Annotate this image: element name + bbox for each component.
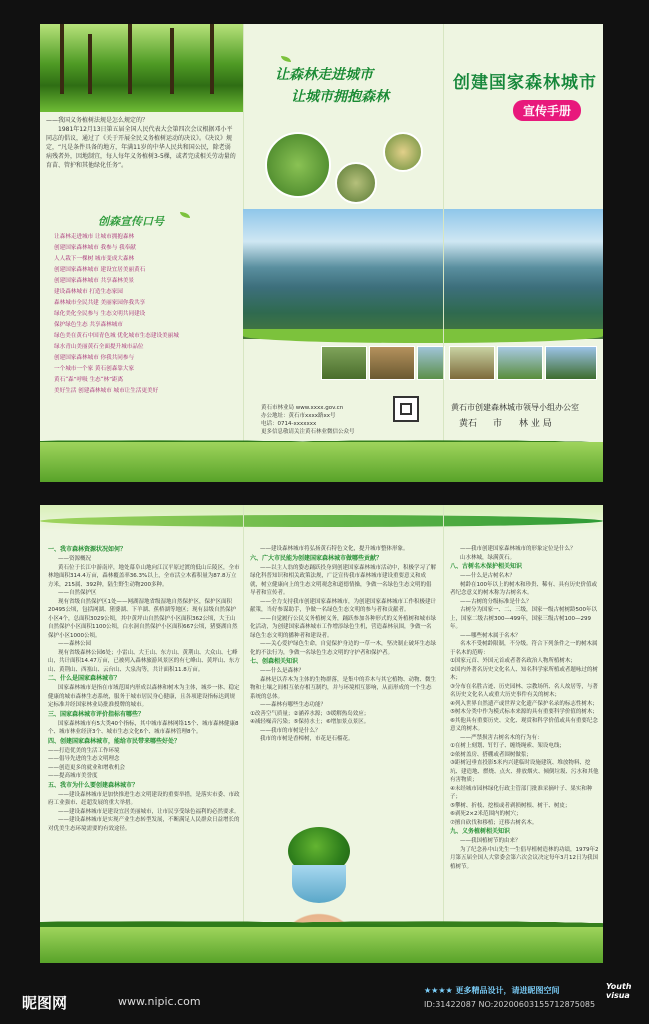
slogan-title: 创森宣传口号 [98, 215, 164, 228]
slogan-item: 绿化美化全民参与 生态文明共同建设 [54, 311, 146, 317]
slogan-item: 绿水青山美丽黄石全面提升城市品位 [54, 344, 144, 350]
body-line: ④列入世界自然遗产或世界文化遗产保护名录的标志性树木； [450, 700, 598, 707]
contact-line: 更多信息敬请关注黄石林业微信公众号 [261, 429, 355, 435]
section-heading: 九、义务植树相关知识 [450, 828, 511, 835]
body-paragraph: 森林是以乔木为主体的生物群落，是集中的乔木与其它植物、动物、微生物和土壤之间相互依存相互制约，并与环境相互影响，从而形成的一个生态系统的总体。 [250, 676, 437, 700]
body-paragraph: ——以主人翁的姿态踊跃投身到创建国家森林城市活动中，积极学习了解绿化科普知识和相关政策法规，广泛宣传我市森林城市建设重要意义和成就，树立健康向上的生态文明观念和道德情操，争做一名绿色生态文明的倡导者和宣传者。 [250, 564, 437, 596]
slogan-item: 美好生活 创建森林城市 城市让生活更美好 [54, 388, 159, 394]
thumb-photo [545, 346, 597, 380]
slogan-item: 人人栽下一棵树 城市变成大森林 [54, 256, 135, 262]
body-line: ⑤攀树、折枝、挖根或者剥损树根、树干、树皮； [450, 802, 571, 809]
body-paragraph: 树龄在100年以上的树木和珍贵、稀有、具有历史价值或者纪念意义的树木称为古树名木。 [450, 581, 597, 596]
contact-line: 办公地址：黄石市xxxx路xx号 [261, 413, 336, 419]
slogan-item: 黄石“森”呼吸 生态“林”距离 [54, 377, 124, 383]
body-paragraph: 古树分为国家一、二、三级，国家一级古树树龄500年以上，国家二级古树300—499年，国家三级古树100—299年。 [450, 607, 597, 630]
inside-col-middle [250, 545, 436, 744]
thumb-photo [321, 346, 367, 380]
section-heading: 八、古树名木保护相关知识 [450, 563, 523, 570]
body-line: ②国内外著名历史文化名人、知名科学家所植或者题咏过的树木； [450, 666, 598, 681]
org-forestry-prefix: 黄石 [459, 419, 478, 429]
body-paragraph: ——建设森林城市是实现产业生态转型发展，不断满足人民群众日益增长的对优美生态环境需要的有效途径。 [48, 817, 240, 832]
body-paragraph: 国家森林城市有5大类40个指标，其中城市森林网络15个、城市森林健康8个、城市林业经济3个、城市生态文化6个、城市森林管理8个。 [48, 720, 239, 735]
body-line: ——倡导先进的生态文明理念 [48, 756, 120, 762]
body-paragraph: ——我市的市树是什么？ [260, 727, 321, 734]
brand-mark: Youth visua [606, 982, 632, 1000]
slogan-item: 创建国家森林城市 我参与 我奉献 [54, 245, 136, 251]
body-line: ④未经城市园林绿化行政主管部门批准采摘叶子、果实和种子； [450, 785, 593, 800]
section-heading: 三、国家森林城市评价指标有哪些？ [48, 710, 145, 718]
intro-question: ——我国义务植树法规是怎么规定的？ [46, 117, 149, 124]
cover-title: 创建国家森林城市 [453, 73, 597, 93]
body-line: ⑥剥死2×2米范围内的树穴； [450, 811, 522, 817]
body-line: ①改善空气质量；②涵养水源；③缓解热岛效应； [250, 710, 370, 717]
body-paragraph: ——我国植树节的由来？ [460, 838, 521, 844]
slogan-item: 建设森林城市 打造生态家园 [54, 289, 123, 295]
people-photo [335, 162, 377, 204]
slogan-list [54, 232, 239, 397]
org-forestry-mid: 市 [493, 419, 503, 429]
body-paragraph: 国家森林城市是指在市域范围内形成以森林和树木为主体，城乡一体、稳定健康的城市森林生态系统，服务于城市居民身心健康，且各项建设指标达到规定标准并经国家林业局批准授牌的城市。 [48, 685, 240, 708]
park-photo [265, 132, 331, 198]
section-heading: 二、什么是国家森林城市？ [48, 675, 121, 682]
grass-footer [40, 442, 603, 482]
intro-block [46, 116, 236, 170]
body-paragraph: ——什么是森林？ [260, 668, 305, 674]
body-line: ③距树冠垂直投影5米内兴建临时设施建筑、堆放物料、挖坑、建造地、燃烧、点火、排放烟火、倾倒垃圾、污水和其他有害物质； [450, 760, 599, 783]
slogan-item: 绿色美在黄石中国青色城 优化城市生态建设美丽城 [54, 333, 179, 339]
leaf-icon [180, 212, 190, 218]
org-forestry: 林 业 局 [519, 419, 552, 429]
body-line: ③分布在名胜古迹、历史园林、宗教场所、名人故居等，与著名历史文化名人或重大历史事件有关的树木； [450, 683, 598, 698]
contact-line: 黄石市林业局 www.xxxx.gov.cn [261, 405, 344, 411]
forest-photo [40, 24, 243, 112]
slogan-item: 创建国家森林城市 建设宜居美丽黄石 [54, 267, 146, 273]
front-panel-left [40, 24, 243, 482]
city-bowl-illustration [292, 865, 346, 903]
body-paragraph: 山水林城，绿满黄石。 [460, 554, 516, 561]
section-heading: 五、我市为什么要创建森林城市？ [48, 781, 139, 789]
inside-col-right [450, 545, 600, 871]
runners-photo [383, 132, 423, 172]
qr-code[interactable] [393, 396, 419, 422]
inside-col-left [48, 545, 240, 833]
body-paragraph: ——什么是古树名木？ [460, 573, 516, 579]
body-line: ⑦擅自砍伐和移植；迁移古树名木。 [450, 819, 538, 826]
section-heading: 四、创建国家森林城市，能给市民带来哪些好处？ [48, 737, 181, 745]
leaf-icon [281, 56, 291, 62]
body-paragraph: ——森林有哪些生态功能？ [260, 702, 327, 708]
body-paragraph: ——自然保护区 [58, 590, 97, 596]
body-paragraph: ——关心爱护绿色生命，自觉保护身边的一草一木，坚决制止破坏生态绿化的不法行为，争做一名绿色生态文明的守护者和保护者。 [250, 641, 437, 656]
body-paragraph: 为了纪念孙中山先生一生倡导植树造林的功绩，1979年2月第五届全国人大常委会第六次会议决定每年3月12日为我国植树节。 [450, 846, 599, 870]
thumb-photo [417, 346, 445, 380]
body-paragraph: ——建设森林城市是建设宜居美丽城市，让市民享受绿色福利的必然要求。 [58, 808, 240, 815]
body-line: ——提高城市美誉度 [48, 773, 98, 779]
body-paragraph: ——我市创建国家森林城市的形象定位是什么？ [460, 546, 576, 552]
brochure-inside [40, 505, 603, 963]
body-paragraph: ——森林公园 [58, 641, 92, 647]
body-line: ——打造优美的生活工作环境 [48, 747, 120, 754]
watermark-slogan: ★★★★ 更多精品设计，请进昵图空间 [424, 986, 560, 995]
contact-info [261, 404, 355, 436]
site-logo[interactable]: 昵图网 [22, 994, 68, 1012]
front-panel-right [443, 24, 603, 482]
body-line: ④减轻噪音污染；⑤保持水土；⑥增加景点景区。 [250, 719, 370, 725]
body-paragraph: ——哪些树木属于名木？ [460, 632, 521, 639]
body-paragraph: 黄石位于长江中游南岸，地处幕阜山地向江汉平原过渡的低山丘陵区，全市林地面积314.4万亩，森林覆盖率36.3%以上，全市活立木蓄积量为87.8万立方米，215属、392种，陆生野生动物200多种。 [48, 564, 240, 588]
body-line: ⑥其他具有重要历史、文化、观赏和科学价值或具有重要纪念意义的树木。 [450, 717, 598, 732]
body-line: ②依树盖房、搭棚或者围树做浆； [450, 751, 532, 758]
body-paragraph: 现有省级森林公园6处；小雷山、大王山、东方山、黄荆山、大众山、七峰山，共计面积14.47万亩，已被列入森林旅游风景区的有七峰山、黄坪山、东方山、黄荆山、西塞山、云台山、大泉沟等，共计面积11.8万亩。 [48, 649, 240, 673]
body-paragraph: ——全力支持我市创建国家森林城市，为创建国家森林城市工作积极建计献策，当好参谋助手，争做一名绿色生态文明的参与者和贡献者。 [250, 598, 437, 613]
thumb-photo [497, 346, 543, 380]
body-paragraph: ——古树的分级标准是什么？ [460, 598, 532, 605]
slogan-item: 一个城市一个家 黄石创森靠大家 [54, 366, 135, 372]
brochure-front [40, 24, 603, 482]
cover-subtitle: 宣传手册 [513, 100, 581, 121]
thumb-photo [449, 346, 495, 380]
body-paragraph: 名木不受树龄限制，不分级。符合下列条件之一的树木属于名木的范畴： [450, 641, 598, 656]
grass-footer [40, 927, 603, 963]
thumb-photo [369, 346, 415, 380]
intro-text: 1981年12月13日第五届全国人民代表大会第四次会议根据邓小平同志的倡议，通过了《关于开展全民义务植树运动的决议》。《决议》规定，“凡是条件具备的地方，年满11岁的中华人民共和国公民，除老弱病残者外，因地制宜，每人每年义务植树3-5棵，或者完成相关劳动量的育苗、管护和其他绿化任务”。 [46, 126, 236, 169]
headline-2: 让城市拥抱森林 [291, 89, 389, 105]
slogan-item: 创建国家森林城市 共享森林美景 [54, 278, 135, 284]
body-line: ①国家元首、外国元首或者著名政治人物所植树木； [450, 658, 576, 664]
body-paragraph: ——建设森林城市将弘扬黄石特色文化，提升城市整体形象。 [260, 546, 409, 552]
body-line: ⑤树木分类中作为模式标本来源的具有重要科学价值的树木； [450, 709, 598, 715]
watermark-id: ID:31422087 NO:20200603155712875085 [424, 1000, 596, 1009]
slogan-item: 森林城市全民共建 美丽家园你我共享 [54, 300, 146, 306]
contact-line: 电话：0714-xxxxxxx [261, 421, 317, 427]
slogan-item: 创建国家森林城市 你我共同参与 [54, 355, 135, 361]
body-paragraph: 我市的市树是香樟树，市花是石榴花。 [260, 736, 354, 742]
body-paragraph: ——资源概况 [58, 556, 92, 562]
slogan-item: 保护绿色生态 共享森林城市 [54, 322, 123, 328]
body-paragraph: ——自觉履行公民义务植树义务，踊跃参加各种形式的义务植树和城市绿化活动，为创建国家森林城市工作增添绿色生机，营造森林氛围，争做一名绿色生态文明的播种者和建设者。 [250, 615, 437, 639]
section-heading: 一、我市森林资源状况如何？ [48, 546, 127, 553]
body-line: ——创造更多的就业和增收机会 [48, 764, 126, 771]
section-heading: 七、创森相关知识 [250, 658, 299, 665]
site-url[interactable]: www.nipic.com [118, 995, 201, 1008]
body-paragraph: 现有省级自然保护区1处——网湖湿地省级湿地自然保护区，保护区面积20495公顷，包括网湖、猪婆湖、下羊湖、蕉桥湖等地区；现有县级自然保护小区4个，总面积3029公顷，其中黄坪山自然保护小区面积362公顷，大王山自然保护小区面积1100公顷，白水洞自然保护小区面积667公顷，猪婆湖自然保护小区1000公顷。 [48, 598, 238, 639]
body-paragraph: ——建设森林城市是加快推进生态文明建设的重要举措，是落实市委、市政府工业强市、赶超发展的重大举措。 [48, 791, 240, 806]
slogan-item: 让森林走进城市 让城市拥抱森林 [54, 234, 135, 240]
body-line: ①在树上刻划、钉钉子、缠绕绳索、架设电线； [450, 743, 565, 749]
section-heading: 六、广大市民能为创建国家森林城市做哪些贡献？ [250, 554, 383, 562]
org-office: 黄石市创建森林城市领导小组办公室 [451, 403, 579, 412]
body-paragraph: ——严禁损害古树名木的行为有： [460, 734, 543, 741]
headline-1: 让森林走进城市 [275, 67, 373, 83]
